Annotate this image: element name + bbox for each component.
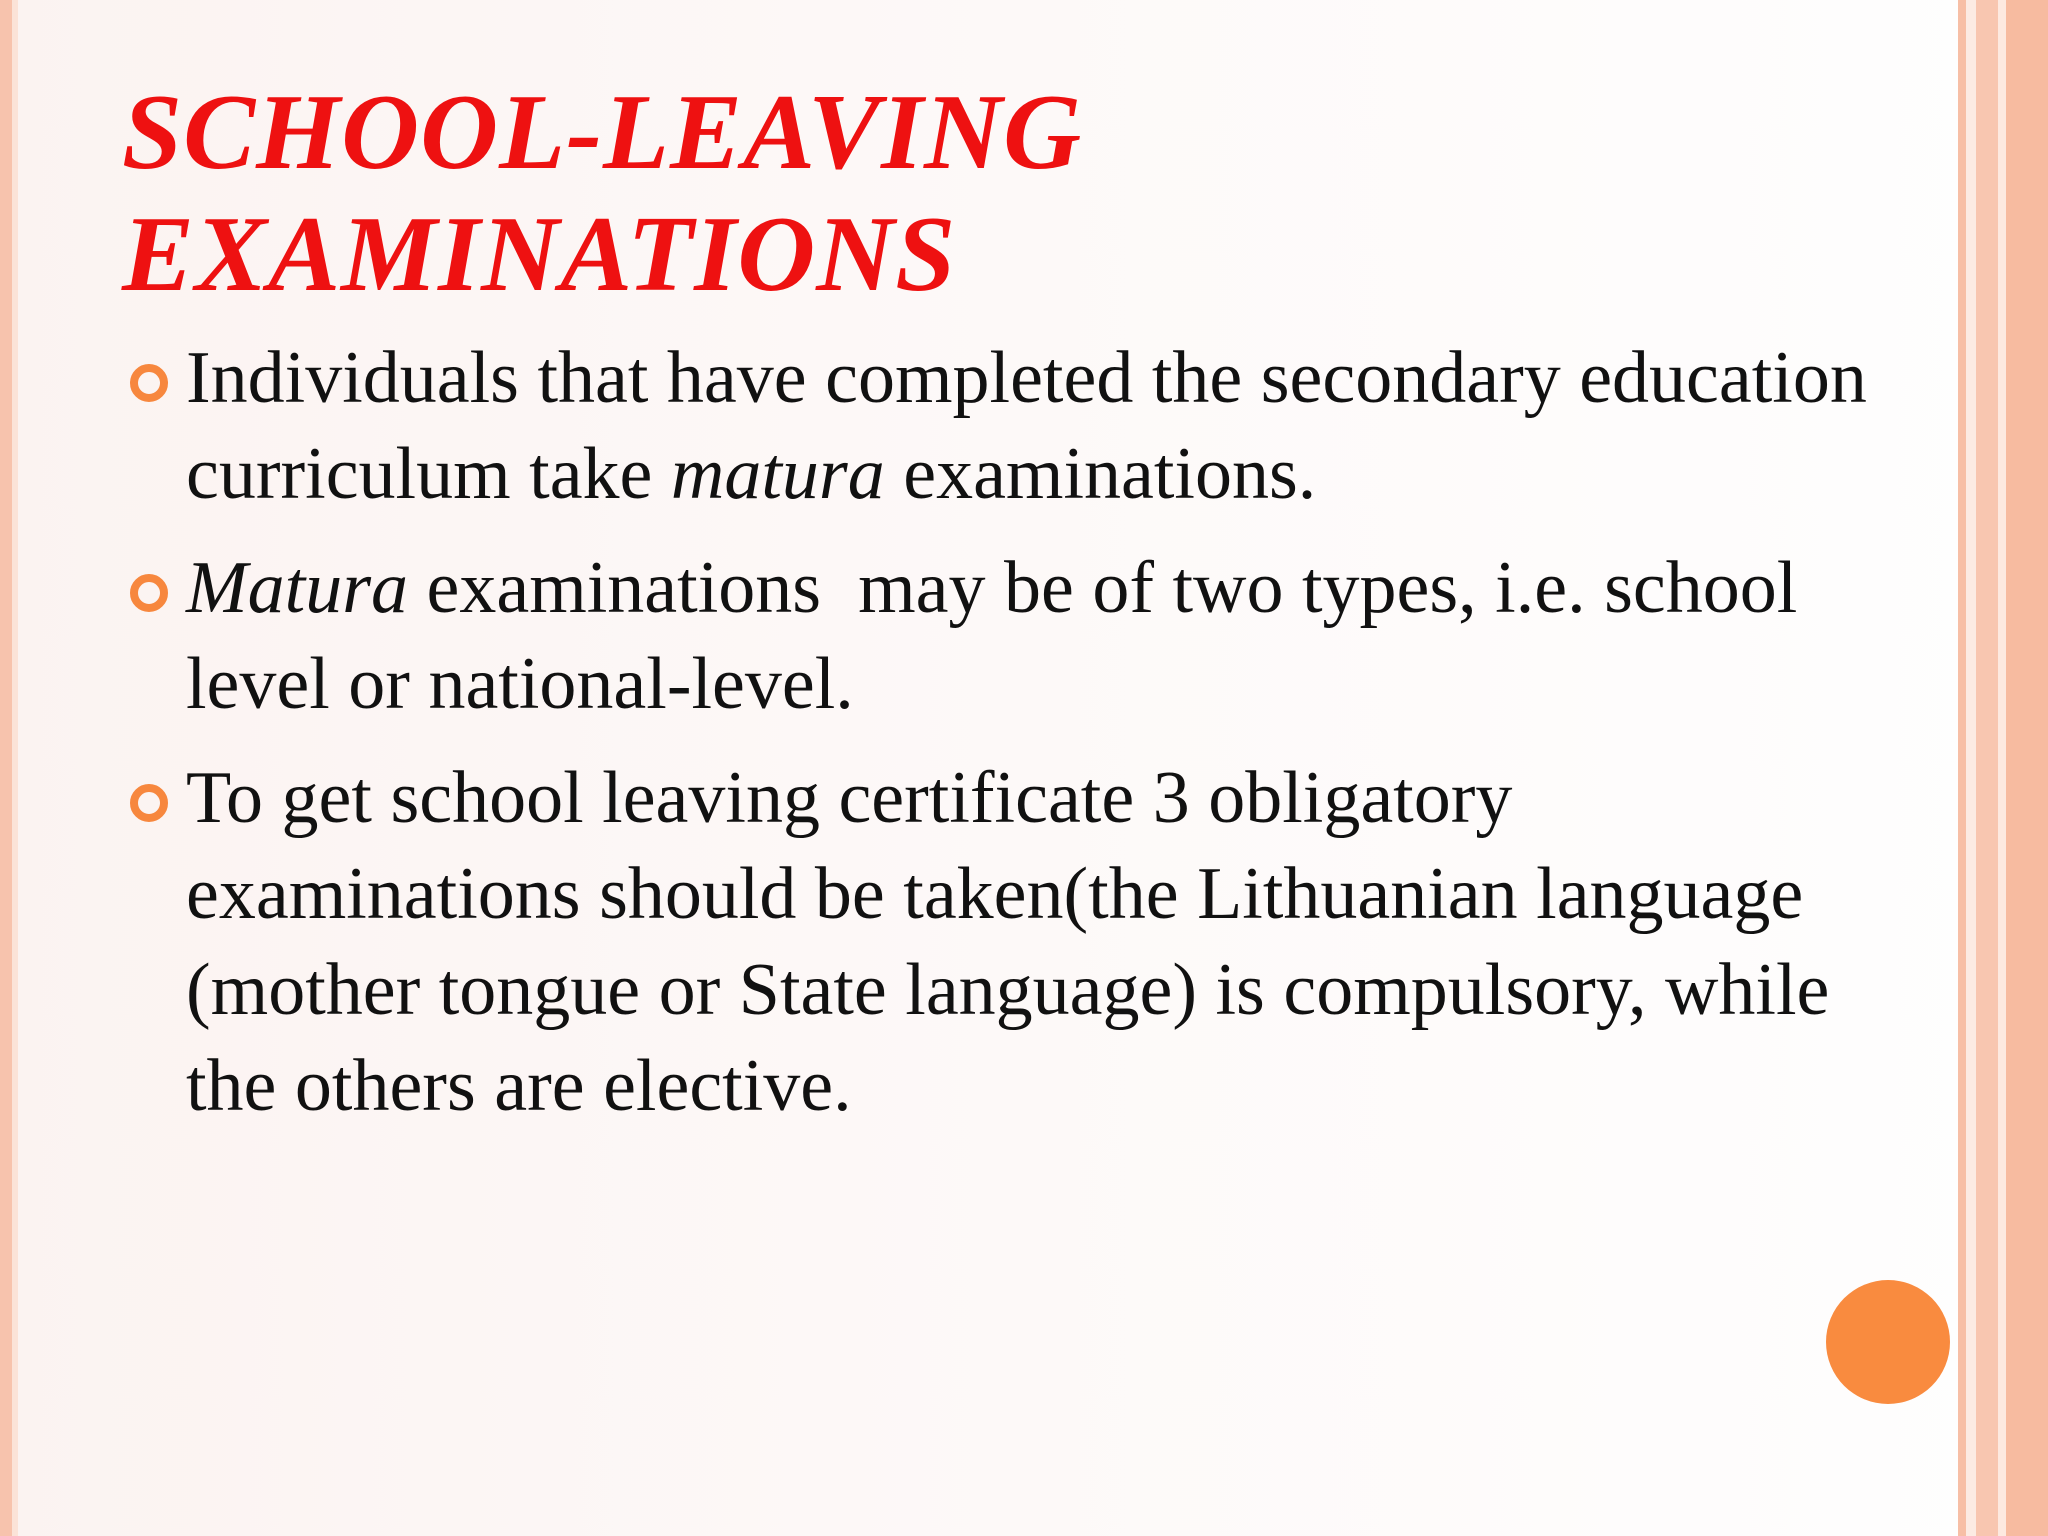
bullet-item-2 <box>130 540 1920 732</box>
right-border-stripe <box>1998 0 2006 1536</box>
ring-bullet-icon <box>130 364 168 402</box>
bullet-1-text-before: Individuals that have completed the secondary education curriculum take <box>186 337 1867 515</box>
bullet-1-emphasis: matura <box>670 433 885 515</box>
slide-title-line-2: EXAMINATIONS <box>122 195 957 314</box>
right-border-stripe <box>1966 0 1976 1536</box>
orange-circle-decoration <box>1826 1280 1950 1404</box>
left-border-stripe <box>0 0 12 1536</box>
right-border-stripe <box>1976 0 1998 1536</box>
ring-bullet-icon <box>130 574 168 612</box>
bullet-2-text-after: examinations may be of two types, i.e. school level or national-level. <box>186 547 1816 725</box>
slide-title-line-1: SCHOOL-LEAVING <box>122 73 1083 192</box>
bullet-list <box>130 330 1920 1134</box>
bullet-item-3 <box>130 750 1920 1134</box>
left-border-inner-stripe <box>12 0 18 1536</box>
bullet-3-text: To get school leaving certificate 3 obligatory examinations should be taken(the Lithuanian language (mother tongue or State language) is compulsory, while the others are elective. <box>186 757 1830 1127</box>
bullet-2-emphasis: Matura <box>186 547 408 629</box>
bullet-1-text-after: examinations. <box>884 433 1317 515</box>
right-border-stripe <box>1958 0 1966 1536</box>
bullet-item-1 <box>130 330 1920 522</box>
ring-bullet-icon <box>130 784 168 822</box>
right-border-stripe <box>2006 0 2048 1536</box>
slide-title <box>122 72 1822 316</box>
